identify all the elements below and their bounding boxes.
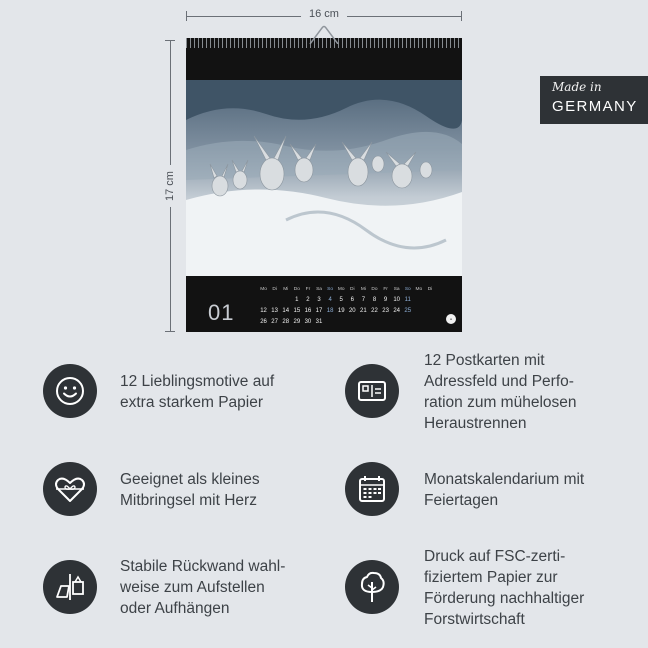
day-cell (424, 306, 435, 317)
day-cell: 17 (315, 308, 323, 314)
day-cell: 22 (371, 308, 378, 314)
day-cell: 5 (339, 297, 343, 303)
feature-calendarium-line: Monatskalendarium mit (424, 471, 585, 488)
day-cell: 11 (404, 297, 411, 303)
calendar-preview (186, 38, 462, 332)
day-cell (413, 306, 424, 317)
country-label: GERMANY (552, 98, 638, 115)
photo-snow-animals (186, 80, 462, 276)
feature-postcards-line: 12 Postkarten mit (424, 352, 545, 369)
day-cell: 2 (306, 297, 310, 303)
day-cell: 16 (304, 308, 312, 314)
weekday-label: So (404, 287, 411, 292)
week-row (258, 295, 436, 306)
day-cell: 23 (382, 308, 389, 314)
day-cell: 18 (326, 308, 334, 314)
day-cell (369, 317, 380, 328)
day-cell: 27 (271, 319, 278, 325)
weekday-label: So (327, 287, 334, 292)
day-cell (413, 317, 424, 328)
weekday-label: Mo (337, 287, 345, 292)
day-cell (380, 317, 391, 328)
feature-motives-line: 12 Lieblingsmotive auf (120, 373, 275, 390)
tree-icon (345, 560, 399, 614)
feature-backboard-line: oder Aufhängen (120, 600, 230, 617)
day-cell: 19 (337, 308, 345, 314)
weekday-label: Fr (305, 287, 311, 292)
weekday-label: Fr (383, 287, 388, 292)
week-row (258, 306, 436, 317)
feature-motives-line: extra starkem Papier (120, 394, 263, 411)
day-cell (358, 317, 369, 328)
day-cell (280, 295, 291, 306)
calendar-icon (345, 462, 399, 516)
made-in-germany-badge (540, 76, 648, 124)
day-cell: 3 (317, 297, 321, 303)
feature-fsc (424, 546, 584, 630)
day-cell: 26 (260, 319, 267, 325)
day-cell (402, 317, 413, 328)
day-cell: 30 (304, 319, 312, 325)
feature-motives (120, 371, 274, 413)
spiral-binding (186, 38, 462, 48)
feature-gift-line: Geeignet als kleines (120, 471, 260, 488)
height-label: 17 cm (164, 165, 176, 207)
weekday-label: Sa (393, 287, 400, 292)
made-in-label: Made in (552, 80, 602, 94)
day-cell (258, 295, 269, 306)
day-cell: 20 (348, 308, 356, 314)
month-number: 01 (208, 300, 235, 325)
day-cell: 6 (350, 297, 354, 303)
weekday-header-row (258, 284, 436, 295)
weekday-label: Mi (283, 287, 289, 292)
day-cell: 15 (293, 308, 301, 314)
stand-hang-icon (43, 560, 97, 614)
feature-fsc-line: Förderung nachhaltiger (424, 590, 585, 607)
day-cell: 1 (295, 297, 299, 303)
feature-calendarium-line: Feiertagen (424, 492, 499, 509)
day-cell (269, 295, 280, 306)
weekday-label: Mo (415, 287, 423, 292)
weekday-label: Di (427, 287, 433, 292)
feature-gift-line: Mitbringsel mit Herz (120, 492, 257, 509)
weekday-label: Di (350, 287, 355, 292)
feature-postcards-line: Heraustrennen (424, 415, 527, 432)
smiley-icon (43, 364, 97, 418)
feature-gift (120, 469, 260, 511)
day-cell: 10 (393, 297, 401, 303)
day-cell: 14 (282, 308, 290, 314)
weekday-label: Di (272, 287, 277, 292)
day-cell: 12 (260, 308, 267, 314)
day-cell: 24 (393, 308, 401, 314)
day-cell: 31 (315, 319, 323, 325)
day-cell: 7 (361, 297, 366, 303)
width-dimension (186, 10, 462, 22)
day-cell (391, 317, 402, 328)
weekday-label: Mi (360, 287, 366, 292)
feature-calendarium (424, 469, 584, 511)
width-label: 16 cm (301, 8, 347, 20)
day-cell (347, 317, 358, 328)
day-cell (424, 317, 435, 328)
weekday-label: Do (371, 287, 378, 292)
day-cell: 9 (383, 297, 388, 303)
day-cell (325, 317, 336, 328)
height-dimension (164, 40, 176, 332)
day-cell: 13 (271, 308, 278, 314)
day-cell (413, 295, 424, 306)
feature-fsc-line: Forstwirtschaft (424, 611, 525, 628)
week-row (258, 317, 436, 328)
feature-fsc-line: Druck auf FSC-zerti- (424, 548, 566, 565)
day-cell (424, 295, 435, 306)
feature-fsc-line: fiziertem Papier zur (424, 569, 558, 586)
month-grid (258, 284, 436, 328)
day-cell: 28 (282, 319, 290, 325)
feature-backboard-line: weise zum Aufstellen (120, 579, 265, 596)
postcard-icon (345, 364, 399, 418)
day-cell: 21 (360, 308, 367, 314)
weekday-label: Sa (316, 287, 322, 292)
day-cell: 8 (372, 297, 377, 303)
day-cell: 4 (328, 297, 332, 303)
heart-gift-icon (43, 462, 97, 516)
weekday-label: Mo (260, 287, 267, 292)
weekday-label: Do (293, 287, 300, 292)
feature-postcards (424, 350, 577, 434)
day-cell: 29 (293, 319, 301, 325)
feature-postcards-line: Adressfeld und Perfo- (424, 373, 574, 390)
day-cell: 25 (404, 308, 412, 314)
brand-logo-icon: ● (446, 314, 456, 324)
day-cell (336, 317, 347, 328)
feature-postcards-line: ration zum mühelosen (424, 394, 577, 411)
feature-backboard (120, 556, 285, 619)
feature-backboard-line: Stabile Rückwand wahl- (120, 558, 286, 575)
